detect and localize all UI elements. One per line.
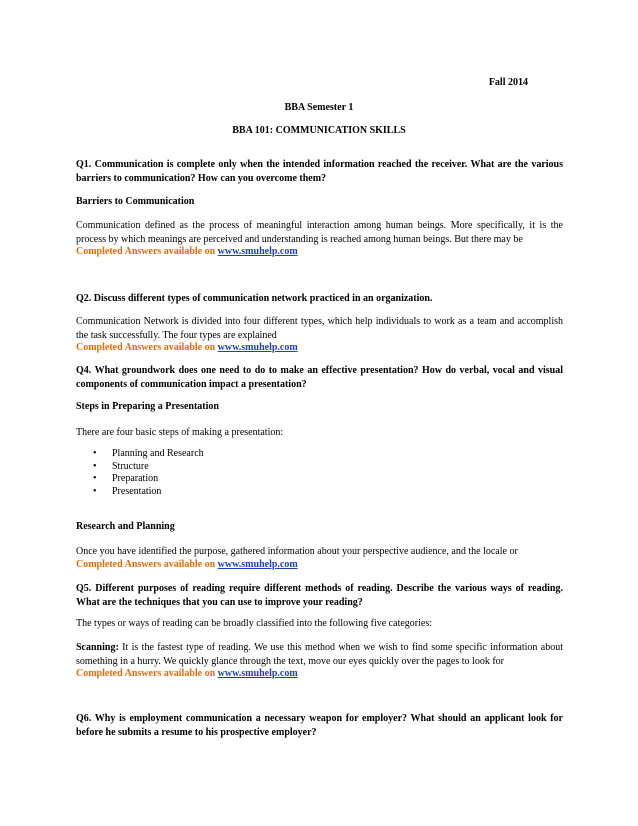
q1-question: Q1. Communication is complete only when the intended information reached the receiver. What are the various barriers to communication? How can you overcome them?	[76, 159, 563, 184]
bullet-icon: •	[93, 448, 97, 459]
completed-label: Completed Answers available on	[76, 246, 216, 257]
q2-completed-line	[76, 341, 563, 355]
q2-body: Communication Network is divided into four different types, which help individuals to work as a team and accomplish the task successfully. The four types are explained	[76, 316, 563, 341]
q5-body: It is the fastest type of reading. We use this method when we wish to find some specific information about something in a hurry. We quickly glance through the text, move our eyes quickly over the pages to look for	[76, 642, 564, 667]
q4-question: Q4. What groundwork does one need to do to make an effective presentation? How do verbal, vocal and visual components of communication impact a presentation?	[76, 365, 563, 390]
bullet-icon: •	[93, 485, 97, 497]
q4-completed-line	[76, 558, 563, 572]
list-item: • Structure	[93, 460, 149, 472]
q5-question: Q5. Different purposes of reading require different methods of reading. Describe the various ways of reading. What are the techniques that you can use to improve your reading?	[76, 583, 563, 608]
bullet-icon: •	[93, 460, 97, 472]
term-label: Fall 2014	[488, 77, 528, 88]
scanning-term: Scanning:	[76, 642, 119, 653]
site-link[interactable]: www.smuhelp.com	[217, 342, 298, 353]
q2-question: Q2. Discuss different types of communication network practiced in an organization.	[76, 293, 433, 304]
completed-label: Completed Answers available on	[76, 668, 216, 679]
q1-heading: Barriers to Communication	[76, 196, 195, 207]
completed-label: Completed Answers available on	[76, 342, 216, 353]
q5-body-block	[76, 641, 563, 668]
q5-completed-line	[76, 667, 563, 681]
q6-question: Q6. Why is employment communication a necessary weapon for employer? What should an applicant look for before he submits a resume to his prospective employer?	[76, 713, 563, 738]
q1-completed-line	[76, 245, 563, 259]
q4-sub-heading: Research and Planning	[76, 521, 175, 532]
site-link[interactable]: www.smuhelp.com	[217, 668, 298, 679]
q5-intro: The types or ways of reading can be broadly classified into the following five categories:	[76, 618, 432, 629]
completed-label: Completed Answers available on	[76, 559, 216, 570]
presentation-steps-list	[76, 448, 204, 498]
q4-intro: There are four basic steps of making a presentation:	[76, 427, 284, 438]
site-link[interactable]: www.smuhelp.com	[217, 559, 298, 570]
q1-body: Communication defined as the process of meaningful interaction among human beings. More specifically, it is the process by which meanings are perceived and understanding is reached among human beings. But there may be	[76, 220, 563, 245]
semester-title: BBA Semester 1	[284, 102, 354, 113]
site-link[interactable]: www.smuhelp.com	[217, 246, 298, 257]
list-item: • Presentation	[93, 485, 162, 497]
list-item: • Planning and Research	[93, 448, 204, 459]
course-title: BBA 101: COMMUNICATION SKILLS	[232, 125, 406, 136]
q4-body: Once you have identified the purpose, gathered information about your perspective audience, and the locale or	[76, 546, 518, 557]
list-item: • Preparation	[93, 473, 159, 484]
q4-heading: Steps in Preparing a Presentation	[76, 401, 219, 412]
bullet-icon: •	[93, 473, 97, 484]
